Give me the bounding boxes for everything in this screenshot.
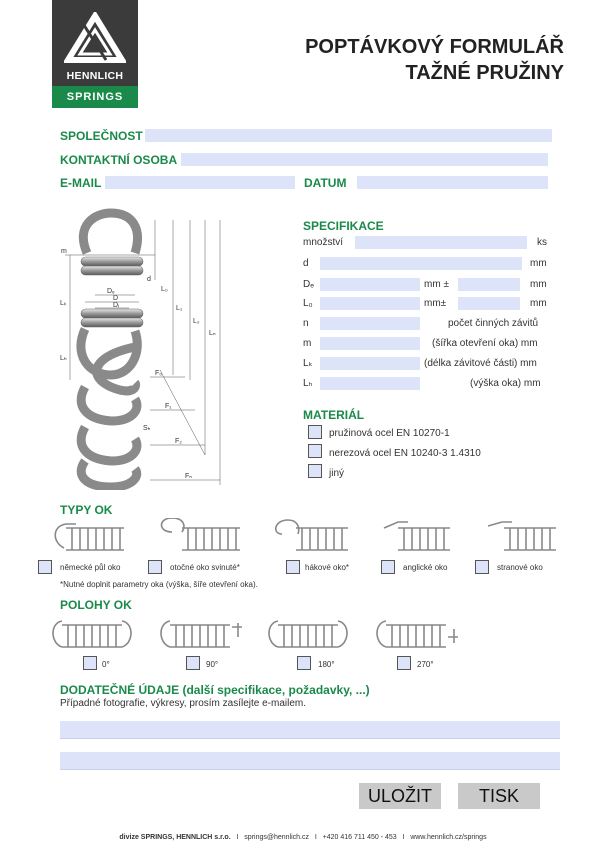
spec-lh-field[interactable] — [320, 377, 420, 390]
position-0-label: 0° — [102, 660, 110, 669]
page-title-line1: POPTÁVKOVÝ FORMULÁŘ — [305, 36, 564, 58]
eye-english-label: anglické oko — [403, 563, 448, 572]
spec-m-unit: (šířka otevření oka) mm — [432, 338, 538, 349]
spec-l0-tol-field[interactable] — [458, 297, 520, 310]
spec-qty-unit: ks — [537, 237, 547, 248]
footer-sep-2: I — [314, 834, 317, 841]
dim-f2: F₂ — [175, 438, 182, 445]
position-90-checkbox[interactable] — [186, 656, 200, 670]
dim-di: Dᵢ — [113, 302, 120, 309]
position-270-label: 270° — [417, 660, 434, 669]
eye-positions-illustrations — [48, 615, 468, 655]
spec-lk-unit: (délka závitové části) mm — [424, 358, 537, 369]
additional-line-1[interactable] — [60, 721, 560, 739]
dim-lh: Lₕ — [60, 355, 67, 362]
material-stainless-label: nerezová ocel EN 10240-3 1.4310 — [329, 448, 481, 459]
additional-subtext: Případné fotografie, výkresy, prosím zasílejte e-mailem. — [60, 698, 307, 709]
additional-line-2[interactable] — [60, 752, 560, 770]
eye-swivel-label: otočné oko svinuté* — [170, 563, 240, 572]
eye-german-half-label: německé půl oko — [60, 563, 121, 572]
contact-person-label: KONTAKTNÍ OSOBA — [60, 153, 178, 167]
spec-n-field[interactable] — [320, 317, 420, 330]
spec-lk-label: Lₖ — [303, 358, 313, 369]
eye-side-label: stranové oko — [497, 563, 543, 572]
spec-lh-label: Lₕ — [303, 378, 313, 389]
company-field[interactable] — [145, 129, 552, 142]
spec-lk-field[interactable] — [320, 357, 420, 370]
spec-qty-label: množství — [303, 237, 344, 248]
spec-d-unit: mm — [530, 258, 547, 269]
position-0-checkbox[interactable] — [83, 656, 97, 670]
spec-l0-mid: mm± — [424, 298, 447, 309]
eye-positions-heading: POLOHY OK — [60, 598, 132, 612]
dim-lk: Lₖ — [60, 300, 67, 307]
material-other-label: jiný — [329, 468, 345, 479]
footer-sep-1: I — [236, 834, 239, 841]
dim-l1: L₁ — [176, 305, 183, 312]
logo-division: SPRINGS — [52, 86, 138, 108]
dim-D: D — [113, 295, 119, 302]
eye-german-half-checkbox[interactable] — [38, 560, 52, 574]
position-270-checkbox[interactable] — [397, 656, 411, 670]
material-stainless-checkbox[interactable] — [308, 444, 322, 458]
material-heading: MATERIÁL — [303, 408, 365, 422]
footer-web[interactable]: www.hennlich.cz/springs — [410, 834, 487, 841]
company-label: SPOLEČNOST — [60, 129, 143, 143]
email-label: E-MAIL — [60, 176, 102, 190]
spec-l0-label: L₀ — [303, 298, 313, 309]
spec-l0-field[interactable] — [320, 297, 420, 310]
eye-english-checkbox[interactable] — [381, 560, 395, 574]
save-button[interactable]: ULOŽIT — [359, 783, 441, 809]
spec-de-mid: mm ± — [424, 279, 449, 290]
contact-person-field[interactable] — [181, 153, 548, 166]
eye-types-note: *Nutné doplnit parametry oka (výška, šíře otevření oka). — [60, 580, 258, 589]
dim-f0: F₀ — [155, 370, 163, 377]
print-button[interactable]: TISK — [458, 783, 540, 809]
additional-heading: DODATEČNÉ ÚDAJE (další specifikace, požadavky, ...) — [60, 683, 370, 697]
date-field[interactable] — [357, 176, 548, 189]
eye-types-heading: TYPY OK — [60, 503, 113, 517]
material-other-checkbox[interactable] — [308, 464, 322, 478]
spec-n-unit: počet činných závitů — [448, 318, 539, 329]
dim-ln: Lₙ — [209, 330, 216, 337]
eye-side-checkbox[interactable] — [475, 560, 489, 574]
footer-company: divize SPRINGS, HENNLICH s.r.o. — [119, 834, 231, 841]
spec-de-tol-field[interactable] — [458, 278, 520, 291]
spec-d-label: d — [303, 258, 309, 269]
dim-d: d — [147, 276, 151, 283]
spec-de-unit: mm — [530, 279, 547, 290]
spec-n-label: n — [303, 318, 309, 329]
spec-de-label: Dₑ — [303, 279, 314, 290]
position-180-label: 180° — [318, 660, 335, 669]
position-90-label: 90° — [206, 660, 219, 669]
spec-d-field[interactable] — [320, 257, 522, 270]
hennlich-triangle-icon — [64, 12, 126, 64]
dim-sh: Sₕ — [143, 425, 151, 432]
material-spring-steel-checkbox[interactable] — [308, 425, 322, 439]
coil-group-1 — [66, 528, 124, 550]
eye-swivel-checkbox[interactable] — [148, 560, 162, 574]
dim-l0: L₀ — [161, 286, 168, 293]
spec-de-field[interactable] — [320, 278, 420, 291]
footer — [0, 834, 606, 841]
footer-phone: +420 416 711 450 - 453 — [322, 834, 397, 841]
footer-email[interactable]: springs@hennlich.cz — [244, 834, 309, 841]
page-title-line2: TAŽNÉ PRUŽINY — [405, 62, 564, 84]
footer-sep-3: I — [402, 834, 405, 841]
date-label: DATUM — [304, 176, 347, 190]
eye-types-illustrations — [52, 518, 562, 558]
email-field[interactable] — [105, 176, 295, 189]
eye-hook-checkbox[interactable] — [286, 560, 300, 574]
dim-de: Dₑ — [107, 288, 115, 295]
eye-hook-label: hákové oko* — [305, 563, 350, 572]
logo-brand: HENNLICH — [66, 70, 124, 82]
spec-l0-unit: mm — [530, 298, 547, 309]
material-spring-steel-label: pružinová ocel EN 10270-1 — [329, 428, 450, 439]
spec-heading: SPECIFIKACE — [303, 219, 384, 233]
dim-fn: Fₙ — [185, 473, 193, 480]
spec-lh-unit: (výška oka) mm — [470, 378, 541, 389]
hennlich-logo — [52, 0, 138, 108]
dim-f1: F₁ — [165, 403, 172, 410]
dim-l2: L₂ — [193, 318, 200, 325]
dim-m: m — [61, 248, 67, 255]
spring-dimension-diagram — [55, 205, 290, 490]
spec-m-label: m — [303, 338, 312, 349]
spec-qty-field[interactable] — [355, 236, 527, 249]
spec-m-field[interactable] — [320, 337, 420, 350]
position-180-checkbox[interactable] — [297, 656, 311, 670]
